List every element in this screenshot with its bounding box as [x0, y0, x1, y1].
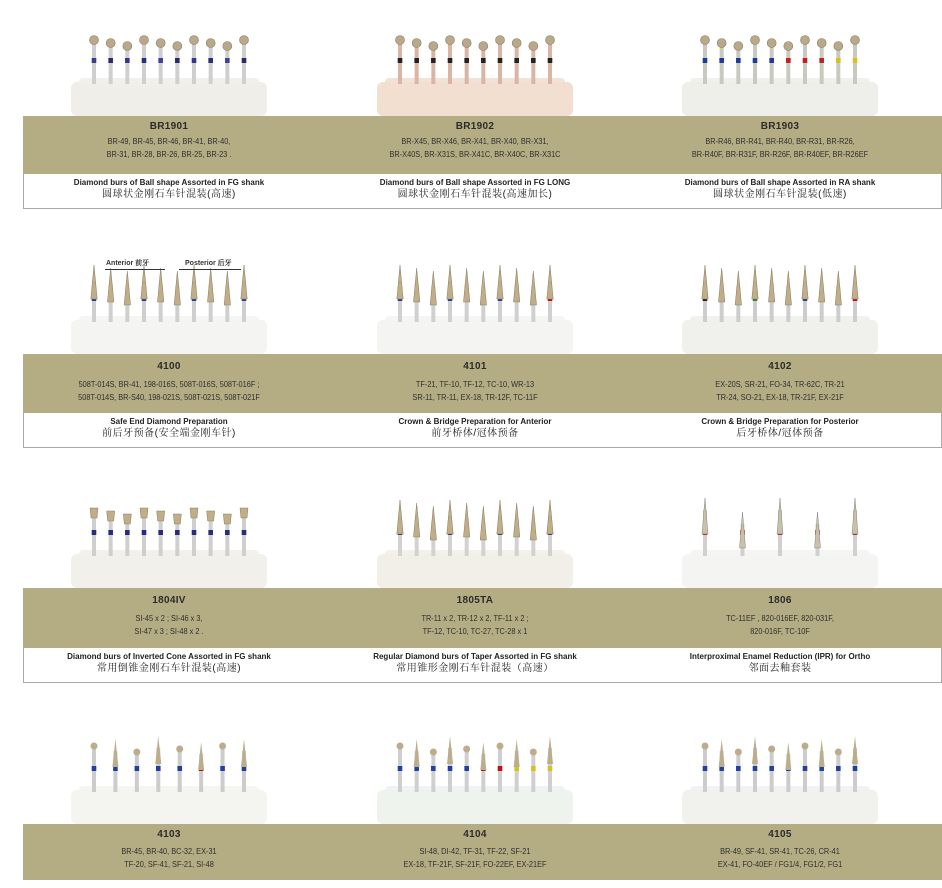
posterior-label: Posterior 后牙: [185, 260, 232, 267]
model-list: [31, 135, 307, 161]
product-description: [630, 177, 930, 201]
bur: [701, 36, 710, 85]
anterior-label: Anterior 前牙: [106, 260, 150, 267]
model-line: 820-016F, TC-10F: [750, 627, 810, 636]
product-photo: [325, 255, 625, 354]
bur-color-band: [736, 766, 741, 771]
model-line: BR-R46, BR-R41, BR-R40, BR-R31, BR-R26,: [705, 137, 855, 146]
bur-color-band: [448, 766, 453, 771]
bur: [191, 265, 197, 322]
product-description: [325, 651, 625, 675]
bur: [768, 746, 775, 793]
bur: [155, 736, 161, 792]
bur-color-band: [819, 58, 824, 63]
description-chinese: 常用倒锥金刚石车针混装(高速): [96, 663, 242, 674]
bur: [463, 503, 469, 556]
bur: [512, 39, 521, 85]
model-list: [337, 135, 613, 161]
bur: [734, 42, 743, 85]
bur: [430, 506, 436, 556]
bur: [752, 265, 758, 322]
bur: [852, 498, 858, 556]
product-code: 1805TA: [456, 595, 494, 606]
bur: [414, 739, 420, 792]
description-english: Interproximal Enamel Reduction (IPR) for Ortho: [689, 652, 871, 661]
product-photo: [19, 18, 319, 116]
bur: [529, 42, 538, 85]
bur-color-band: [548, 58, 553, 63]
product-photo: [325, 490, 625, 588]
bur: [429, 42, 438, 85]
bur-color-band: [242, 58, 247, 63]
bur: [413, 503, 419, 556]
product-code: BR1902: [455, 121, 495, 132]
bur-color-band: [514, 58, 519, 63]
bur-color-band: [786, 58, 791, 63]
model-line: TR-11 x 2, TR-12 x 2, TF-11 x 2 ;: [421, 614, 529, 623]
model-line: BR-45, BR-40, BC-32, EX-31: [121, 847, 217, 856]
bur: [702, 498, 708, 556]
bur: [219, 743, 226, 793]
bur: [719, 739, 725, 792]
bur-color-band: [531, 58, 536, 63]
bur: [480, 506, 486, 556]
product-code: 4100: [157, 361, 181, 372]
bur: [740, 512, 746, 556]
bur: [446, 36, 455, 85]
bur-color-band: [836, 58, 841, 63]
bur-color-band: [192, 58, 197, 63]
bur: [530, 506, 536, 556]
bur: [547, 736, 553, 792]
bur: [207, 268, 213, 322]
bur: [107, 268, 113, 322]
description-chinese: 前牙桥体/冠体预备: [431, 428, 519, 439]
bur: [206, 39, 215, 85]
bur: [240, 36, 249, 85]
bur: [447, 500, 453, 556]
bur: [241, 739, 247, 792]
bur: [497, 265, 503, 322]
product-code: BR1903: [760, 121, 800, 132]
bur-color-band: [431, 58, 436, 63]
bur: [768, 268, 774, 322]
product-photo: [630, 18, 930, 116]
description-chinese: 邻面去釉套装: [748, 663, 812, 674]
description-english: Regular Diamond burs of Taper Assorted in FG shank: [373, 652, 577, 661]
description-chinese: 常用锥形金刚石车针混装（高速）: [396, 663, 554, 674]
bur: [702, 743, 709, 793]
bur: [514, 739, 520, 792]
model-list: [642, 612, 918, 638]
bur: [530, 749, 537, 793]
bur-color-band: [135, 766, 140, 771]
bur: [784, 42, 793, 85]
product-code: 1804IV: [152, 595, 186, 606]
bur: [834, 42, 843, 85]
bur: [447, 736, 453, 792]
bur-color-band: [803, 766, 808, 771]
bur: [157, 511, 165, 556]
bur: [497, 500, 503, 556]
product-photo: [19, 490, 319, 588]
product-code: 4104: [463, 829, 487, 840]
bur-color-band: [803, 58, 808, 63]
product-code: 1806: [768, 595, 792, 606]
product-photo: [630, 255, 930, 354]
bur: [815, 512, 821, 556]
bur-color-band: [225, 530, 230, 535]
description-chinese: 圆球状金刚石车针混装(高速): [102, 189, 236, 200]
bur-color-band: [703, 766, 708, 771]
bur: [818, 268, 824, 322]
bur-color-band: [414, 58, 419, 63]
bur: [430, 749, 437, 793]
bur: [90, 508, 98, 556]
bur-color-band: [92, 530, 97, 535]
bur-color-band: [156, 766, 161, 771]
product-code: 4103: [157, 829, 181, 840]
bur: [513, 503, 519, 556]
bur-color-band: [853, 58, 858, 63]
bur-color-band: [192, 530, 197, 535]
model-list: [31, 612, 307, 638]
product-description: [19, 651, 319, 675]
model-list: [31, 378, 307, 404]
model-list: [337, 612, 613, 638]
bur: [447, 265, 453, 322]
product-code: BR1901: [149, 121, 189, 132]
bur: [801, 36, 810, 85]
bur-color-band: [481, 58, 486, 63]
bur: [173, 514, 181, 556]
bur-color-band: [464, 58, 469, 63]
bur: [174, 271, 180, 322]
bur-color-band: [225, 58, 230, 63]
bur: [852, 265, 858, 322]
bur-color-band: [531, 766, 536, 771]
bur-color-band: [92, 766, 97, 771]
bur: [90, 36, 99, 85]
bur: [397, 743, 404, 793]
description-chinese: 后牙桥体/冠体预备: [736, 428, 824, 439]
bur-color-band: [836, 766, 841, 771]
product-description: [19, 416, 319, 440]
model-line: SI-47 x 3 ; SI-48 x 2 .: [134, 627, 204, 636]
bur-color-band: [142, 530, 147, 535]
bur: [156, 39, 165, 85]
bur: [751, 36, 760, 85]
product-code: 4105: [768, 829, 792, 840]
bur: [497, 743, 504, 793]
bur-color-band: [431, 766, 436, 771]
bur: [480, 271, 486, 322]
bur: [462, 39, 471, 85]
bur: [835, 749, 842, 793]
model-line: SI-45 x 2 ; SI-46 x 3,: [135, 614, 203, 623]
product-description: [325, 177, 625, 201]
bur: [397, 265, 403, 322]
description-english: Diamond burs of Inverted Cone Assorted in FG shank: [67, 652, 271, 661]
bur: [702, 265, 708, 322]
model-line: BR-X45, BR-X46, BR-X41, BR-X40, BR-X31,: [401, 137, 549, 146]
bur: [530, 271, 536, 322]
bur: [852, 736, 858, 792]
product-description: [19, 177, 319, 201]
bur: [223, 42, 232, 85]
bur: [851, 36, 860, 85]
bur: [397, 500, 403, 556]
model-line: BR-31, BR-28, BR-26, BR-25, BR-23 .: [106, 150, 232, 159]
bur-color-band: [398, 58, 403, 63]
bur-color-band: [853, 766, 858, 771]
bur: [777, 498, 783, 556]
description-english: Diamond burs of Ball shape Assorted in FG LONG: [379, 178, 571, 187]
description-english: Diamond burs of Ball shape Assorted in FG shank: [73, 178, 265, 187]
bur: [123, 42, 132, 85]
model-list: [337, 845, 613, 871]
bur-color-band: [548, 766, 553, 771]
product-photo: [19, 255, 319, 354]
bur-color-band: [92, 58, 97, 63]
model-list: [337, 378, 613, 404]
bur: [112, 739, 118, 792]
model-line: 508T-014S, BR-41, 198-016S, 508T-016S, 508T-016F ;: [78, 380, 260, 389]
bur-color-band: [108, 58, 113, 63]
bur: [241, 265, 247, 322]
bur-color-band: [142, 58, 147, 63]
bur: [767, 39, 776, 85]
bur: [819, 739, 825, 792]
bur: [224, 271, 230, 322]
bur: [802, 265, 808, 322]
description-english: Crown & Bridge Preparation for Posterior: [701, 417, 859, 426]
description-english: Crown & Bridge Preparation for Anterior: [398, 417, 552, 426]
model-line: BR-R40F, BR-R31F, BR-R26F, BR-R40EF, BR-R26EF: [691, 150, 869, 159]
model-line: TC-11EF , 820-016EF, 820-031F,: [726, 614, 834, 623]
bur-color-band: [175, 530, 180, 535]
bur: [140, 508, 148, 556]
bur-color-band: [158, 58, 163, 63]
model-line: BR-X40S, BR-X31S, BR-X41C, BR-X40C, BR-X31C: [389, 150, 561, 159]
bur-color-band: [753, 58, 758, 63]
bur: [785, 271, 791, 322]
bur: [133, 749, 140, 793]
bur: [717, 39, 726, 85]
bur-color-band: [220, 766, 225, 771]
model-line: BR-49, BR-45, BR-46, BR-41, BR-40,: [107, 137, 231, 146]
bur: [123, 514, 131, 556]
description-english: Diamond burs of Ball shape Assorted in RA shank: [684, 178, 876, 187]
bur: [479, 42, 488, 85]
bur: [91, 265, 97, 322]
bur: [718, 268, 724, 322]
bur: [835, 271, 841, 322]
bur-color-band: [398, 766, 403, 771]
model-list: [31, 845, 307, 871]
model-list: [642, 845, 918, 871]
model-list: [642, 378, 918, 404]
bur-color-band: [753, 766, 758, 771]
product-code: 4101: [463, 361, 487, 372]
bur: [223, 514, 231, 556]
bur: [735, 749, 742, 793]
bur: [785, 742, 791, 792]
bur-color-band: [703, 58, 708, 63]
bur: [547, 265, 553, 322]
bur: [547, 500, 553, 556]
product-description: [630, 651, 930, 675]
bur: [413, 268, 419, 322]
bur: [124, 271, 130, 322]
bur-color-band: [719, 58, 724, 63]
bur-color-band: [242, 530, 247, 535]
bur: [190, 36, 199, 85]
bur-color-band: [498, 58, 503, 63]
product-photo: [630, 722, 930, 824]
product-photo: [325, 722, 625, 824]
bur: [140, 36, 149, 85]
description-chinese: 圆球状金刚石车针混装(高速加长): [397, 189, 553, 200]
bur-color-band: [125, 58, 130, 63]
description-chinese: 圆球状金刚石车针混装(低速): [713, 189, 847, 200]
model-line: TF-12, TC-10, TC-27, TC-28 x 1: [422, 627, 528, 636]
bur: [735, 271, 741, 322]
bur: [752, 736, 758, 792]
bur-color-band: [736, 58, 741, 63]
model-line: 508T-014S, BR-S40, 198-021S, 508T-021S, 508T-021F: [78, 393, 260, 402]
bur: [802, 743, 809, 793]
bur: [480, 742, 486, 792]
model-line: SI-48, DI-42, TF-31, TF-22, SF-21: [419, 847, 531, 856]
bur: [207, 511, 215, 556]
model-line: EX-18, TF-21F, SF-21F, FO-22EF, EX-21EF: [403, 860, 547, 869]
bur: [463, 268, 469, 322]
bur: [157, 268, 163, 322]
bur-color-band: [125, 530, 130, 535]
bur: [240, 508, 248, 556]
bur: [430, 271, 436, 322]
bur: [513, 268, 519, 322]
bur-color-band: [208, 530, 213, 535]
bur: [412, 39, 421, 85]
bur: [198, 742, 204, 792]
bur-color-band: [175, 58, 180, 63]
bur-color-band: [448, 58, 453, 63]
product-photo: [325, 18, 625, 116]
description-english: Safe End Diamond Preparation: [110, 417, 228, 426]
product-description: [325, 416, 625, 440]
product-description: [630, 416, 930, 440]
bur-color-band: [208, 58, 213, 63]
bur: [106, 39, 115, 85]
bur: [190, 508, 198, 556]
bur: [176, 746, 183, 793]
bur: [107, 511, 115, 556]
model-line: TF-21, TF-10, TF-12, TC-10, WR-13: [415, 380, 535, 389]
model-line: BR-49, SF-41, SR-41, TC-26, CR-41: [720, 847, 840, 856]
bur: [496, 36, 505, 85]
bur-color-band: [769, 58, 774, 63]
bur: [463, 746, 470, 793]
bur: [396, 36, 405, 85]
bur: [817, 39, 826, 85]
description-chinese: 前后牙预备(安全端金刚车针): [102, 428, 236, 439]
bur-color-band: [498, 766, 503, 771]
product-photo: [19, 722, 319, 824]
model-line: EX-41, FO-40EF / FG1/4, FG1/2, FG1: [717, 860, 843, 869]
bur-color-band: [464, 766, 469, 771]
model-line: TF-20, SF-41, SF-21, SI-48: [124, 860, 214, 869]
bur-color-band: [158, 530, 163, 535]
model-list: [642, 135, 918, 161]
bur: [91, 743, 98, 793]
product-photo: [630, 490, 930, 588]
bur: [173, 42, 182, 85]
model-line: SR-11, TR-11, EX-18, TR-12F, TC-11F: [412, 393, 538, 402]
bur: [141, 265, 147, 322]
bur-color-band: [108, 530, 113, 535]
model-line: TR-24, SO-21, EX-18, TR-21F, EX-21F: [716, 393, 844, 402]
product-code: 4102: [768, 361, 792, 372]
model-line: EX-20S, SR-21, FO-34, TR-62C, TR-21: [715, 380, 845, 389]
bur: [546, 36, 555, 85]
bur-color-band: [769, 766, 774, 771]
bur-color-band: [177, 766, 182, 771]
